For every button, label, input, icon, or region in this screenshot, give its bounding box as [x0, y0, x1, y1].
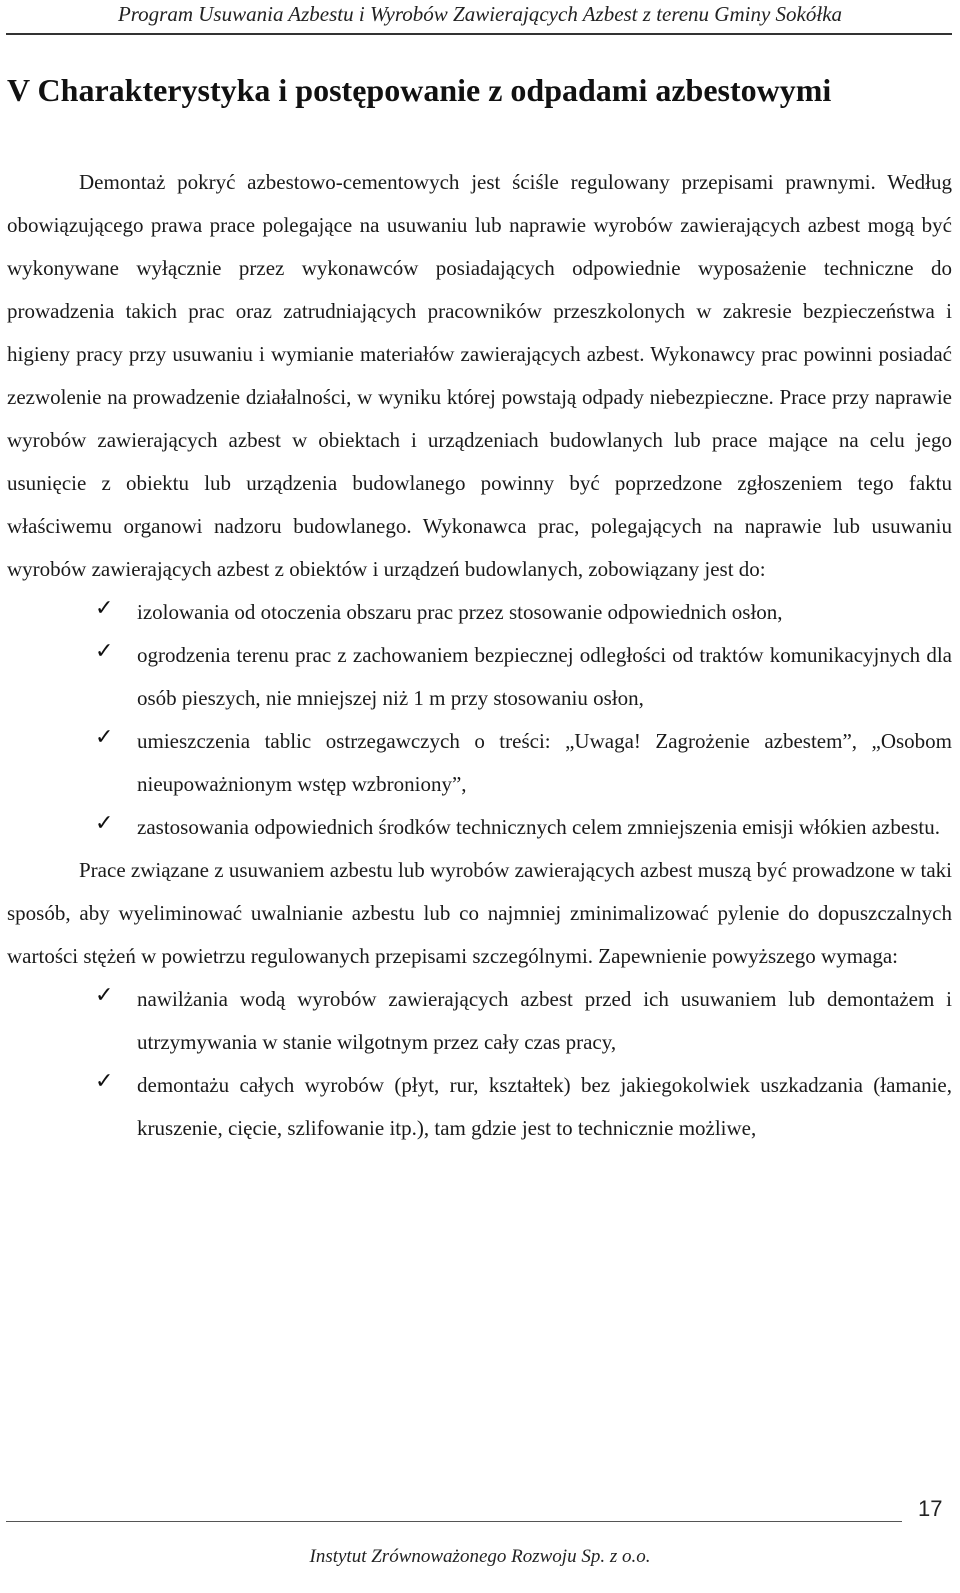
list-item-text: nawilżania wodą wyrobów zawierających azbest przed ich usuwaniem lub demontażem i utrzymywania w stanie wilgotnym przez cały czas pracy,: [137, 987, 952, 1054]
section-title: V Charakterystyka i postępowanie z odpadami azbestowymi: [7, 72, 832, 108]
list-item-text: demontażu całych wyrobów (płyt, rur, kształtek) bez jakiegokolwiek uszkadzania (łamanie, kruszenie, cięcie, szlifowanie itp.), tam gdzie jest to technicznie możliwe,: [137, 1073, 952, 1140]
footer-divider: [6, 1521, 902, 1522]
list-item-text: ogrodzenia terenu prac z zachowaniem bezpiecznej odległości od traktów komunikacyjnych dla osób pieszych, nie mniejszej niż 1 m przy stosowaniu osłon,: [137, 643, 952, 710]
page-number: 17: [918, 1496, 943, 1521]
paragraph: Prace związane z usuwaniem azbestu lub wyrobów zawierających azbest muszą być prowadzone w taki sposób, aby wyeliminować uwalnianie azbestu lub co najmniej zminimalizować pylenie do dopuszczalnych wartości stężeń w powietrzu regulowanych przepisami szczególnymi. Zapewnienie powyższego wymaga:: [7, 858, 952, 968]
list-item-text: izolowania od otoczenia obszaru prac przez stosowanie odpowiednich osłon,: [137, 600, 783, 624]
footer-institute: Instytut Zrównoważonego Rozwoju Sp. z o.o.: [309, 1546, 651, 1567]
list-item: [7, 634, 952, 720]
list-item: [7, 978, 952, 1064]
checkmark-icon: ✓: [95, 983, 114, 1008]
running-header: Program Usuwania Azbestu i Wyrobów Zawierających Azbest z terenu Gminy Sokółka: [117, 2, 843, 26]
document-body: [7, 161, 952, 1150]
checkmark-icon: ✓: [95, 639, 114, 664]
checkmark-icon: ✓: [95, 596, 114, 621]
list-item-text: zastosowania odpowiednich środków technicznych celem zmniejszenia emisji włókien azbestu.: [137, 815, 940, 839]
checkmark-icon: ✓: [95, 1069, 114, 1094]
list-item: [7, 1064, 952, 1150]
checkmark-icon: ✓: [95, 811, 114, 836]
header-divider: [6, 33, 952, 35]
list-item: [7, 806, 952, 849]
paragraph: Demontaż pokryć azbestowo-cementowych jest ściśle regulowany przepisami prawnymi. Według obowiązującego prawa prace polegające na usuwaniu lub naprawie wyrobów zawierających azbest mogą być wykonywane wyłącznie przez wykonawców posiadających odpowiednie wyposażenie techniczne do prowadzenia takich prac oraz zatrudniających pracowników przeszkolonych w zakresie bezpieczeństwa i higieny pracy przy usuwaniu i wymianie materiałów zawierających azbest. Wykonawcy prac powinni posiadać zezwolenie na prowadzenie działalności, w wyniku której powstają odpady niebezpieczne. Prace przy naprawie wyrobów zawierających azbest w obiektach i urządzeniach budowlanych lub prace mające na celu jego usunięcie z obiektu lub urządzenia budowlanego powinny być poprzedzone zgłoszeniem tego faktu właściwemu organowi nadzoru budowlanego. Wykonawca prac, polegających na naprawie lub usuwaniu wyrobów zawierających azbest z obiektów i urządzeń budowlanych, zobowiązany jest do:: [7, 170, 952, 581]
list-item: [7, 720, 952, 806]
list-item-text: umieszczenia tablic ostrzegawczych o treści: „Uwaga! Zagrożenie azbestem”, „Osobom nieupoważnionym wstęp wzbroniony”,: [137, 729, 952, 796]
requirements-list: [7, 978, 952, 1150]
obligations-list: [7, 591, 952, 849]
checkmark-icon: ✓: [95, 725, 114, 750]
list-item: [7, 591, 952, 634]
